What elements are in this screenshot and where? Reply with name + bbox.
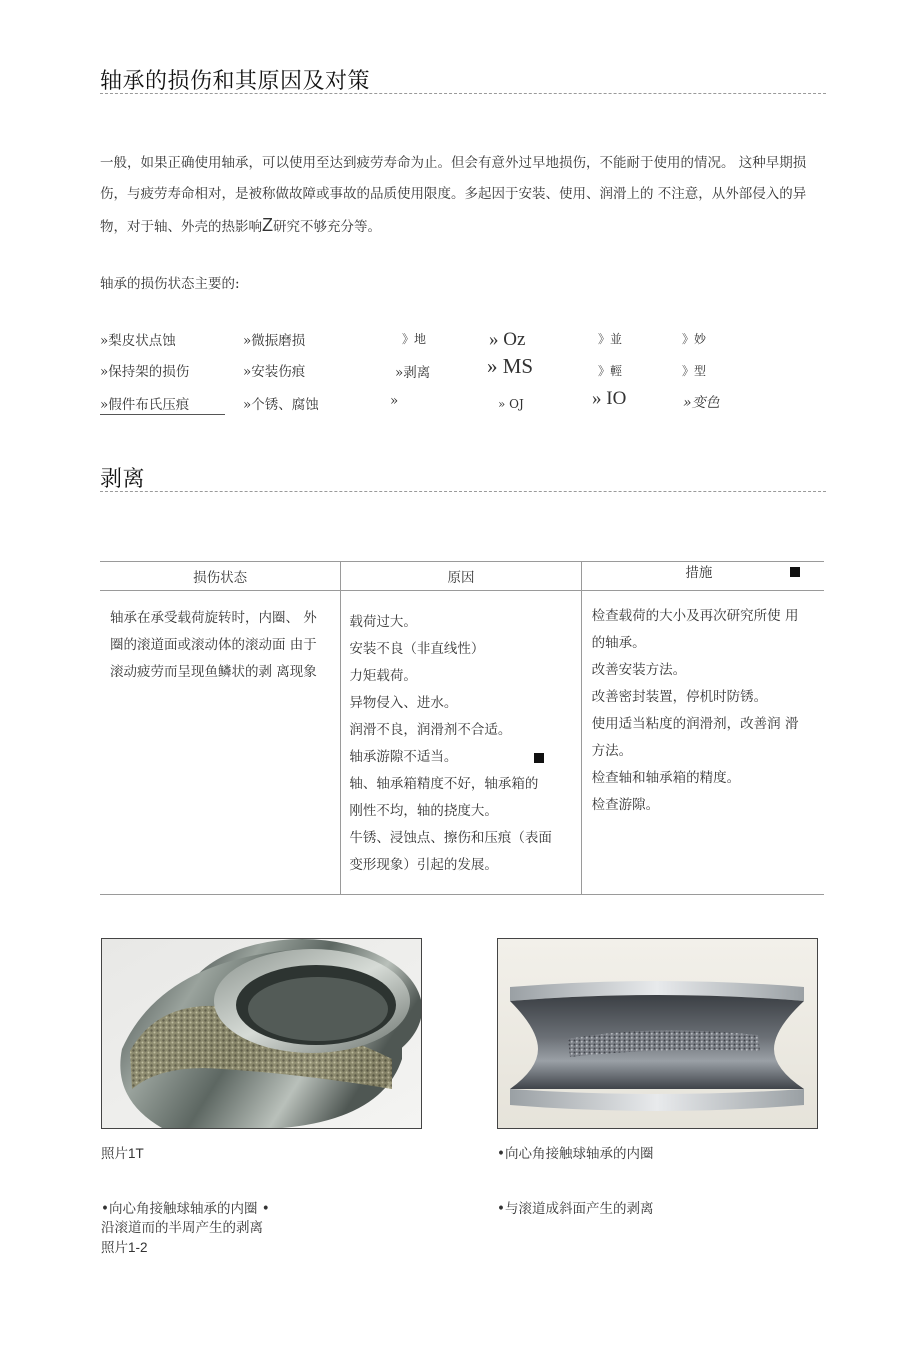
header-damage-state: 损伤状态 — [100, 562, 341, 591]
intro-text-b: Z — [262, 215, 273, 235]
grid-item: »微振磨损 — [243, 333, 306, 349]
header-cause: 原因 — [341, 562, 581, 591]
state-line: 滚动疲劳而呈现鱼鳞状的剥 离现象 — [110, 664, 317, 680]
measure-line: 改善安装方法。 — [591, 662, 687, 678]
grid-item: 》並 — [598, 332, 623, 346]
cause-line: 安装不良（非直线性） — [349, 641, 485, 657]
damage-types-subheading: 轴承的损伤状态主要的: — [100, 276, 240, 292]
cause-line: 异物侵入、进水。 — [349, 695, 458, 711]
cause-line: 刚性不均，轴的挠度大。 — [349, 803, 498, 819]
grid-item: »个锈、腐蚀 — [243, 397, 319, 413]
photo-bearing-inner-ring-1 — [101, 938, 422, 1129]
bearing-raceway-photo-illustration — [498, 939, 817, 1128]
bearing-ring-photo-illustration — [102, 939, 421, 1128]
cause-line: 润滑不良，润滑剂不合适。 — [349, 722, 512, 738]
cell-damage-state — [100, 591, 341, 895]
measure-line: 使用适当粘度的润滑剂，改善润 滑 — [591, 716, 799, 732]
measure-line: 检查轴和轴承箱的精度。 — [591, 770, 741, 786]
table-row — [100, 591, 824, 895]
grid-item: » — [390, 393, 399, 409]
grid-item: »变色 — [683, 395, 720, 411]
cause-line: 轴承游隙不适当。 — [349, 749, 458, 765]
grid-item: »保持架的损伤 — [100, 364, 190, 380]
page-title: 轴承的损伤和其原因及对策 — [100, 69, 371, 94]
cause-line: 载荷过大。 — [349, 614, 417, 630]
caption-photo-1-1: 照片1T — [101, 1146, 144, 1161]
grid-item: » MS — [487, 354, 534, 378]
caption-photo-1-2: 照片1-2 — [101, 1240, 148, 1255]
intro-text-c: 研究不够充分等。 — [273, 219, 381, 235]
grid-item: 》地 — [402, 332, 427, 346]
measure-line: 方法。 — [591, 743, 633, 759]
grid-item: »剥离 — [395, 365, 431, 381]
cause-line-with-marker — [349, 744, 572, 771]
caption-photo-1-1-detail: •向心角接触球轴承的内圈 • — [101, 1201, 270, 1217]
cause-line: 轴、轴承箱精度不好，轴承箱的 — [349, 776, 539, 792]
square-marker-icon — [534, 753, 544, 763]
grid-item: »安装伤痕 — [243, 364, 306, 380]
cell-causes — [341, 591, 581, 895]
grid-item: 》輕 — [598, 364, 623, 378]
title-divider — [100, 93, 826, 94]
grid-item: » Oz — [489, 329, 526, 350]
header-measures-label: 措施 — [685, 565, 713, 581]
grid-item: 》妙 — [682, 332, 707, 346]
grid-item: » OJ — [498, 397, 524, 411]
state-line: 轴承在承受载荷旋转时，内圈、 外 — [110, 610, 317, 626]
caption-photo-1-2-desc: •与滚道成斜面产生的剥离 — [497, 1201, 654, 1217]
measure-line: 检查游隙。 — [591, 797, 660, 813]
cause-line: 变形现象）引起的发展。 — [349, 857, 498, 873]
caption-photo-1-1-detail-2: 沿滚道而的半周产生的剥离 — [101, 1220, 263, 1236]
square-marker-icon — [790, 567, 800, 577]
grid-item: 》型 — [682, 364, 707, 378]
section-title-flaking: 剥离 — [100, 467, 146, 492]
cell-measures — [581, 591, 824, 895]
damage-table — [100, 561, 824, 895]
grid-item: »假件布氏压痕 — [100, 393, 225, 415]
photo-bearing-inner-ring-2 — [497, 938, 818, 1129]
section-divider — [100, 491, 826, 492]
intro-text-a: 一般，如果正确使用轴承，可以使用至达到疲劳寿命为止。但会有意外过早地损伤，不能耐于使用的情况。 这种早期损伤，与疲劳寿命相对，是被称做故障或事故的品质使用限度。多起因于安装、使用、润滑上的 不注意，从外部侵入的异物，对于轴、外壳的热影响 — [100, 155, 807, 235]
cause-line: 牛锈、浸蚀点、擦伤和压痕（表面 — [349, 830, 552, 846]
intro-paragraph — [100, 148, 826, 243]
grid-item: » IO — [592, 388, 627, 409]
grid-item: »梨皮状点蚀 — [100, 333, 176, 349]
header-measures — [581, 562, 824, 591]
caption-photo-1-1-desc: •向心角接触球轴承的内圈 — [497, 1146, 654, 1162]
measure-line: 改善密封装置，停机时防锈。 — [591, 689, 768, 705]
state-line: 圈的滚道面或滚动体的滚动面 由于 — [110, 637, 317, 653]
table-header-row — [100, 562, 824, 591]
measure-line: 的轴承。 — [591, 635, 646, 651]
measure-line: 检查载荷的大小及再次研究所使 用 — [591, 608, 799, 624]
cause-line: 力矩载荷。 — [349, 668, 417, 684]
